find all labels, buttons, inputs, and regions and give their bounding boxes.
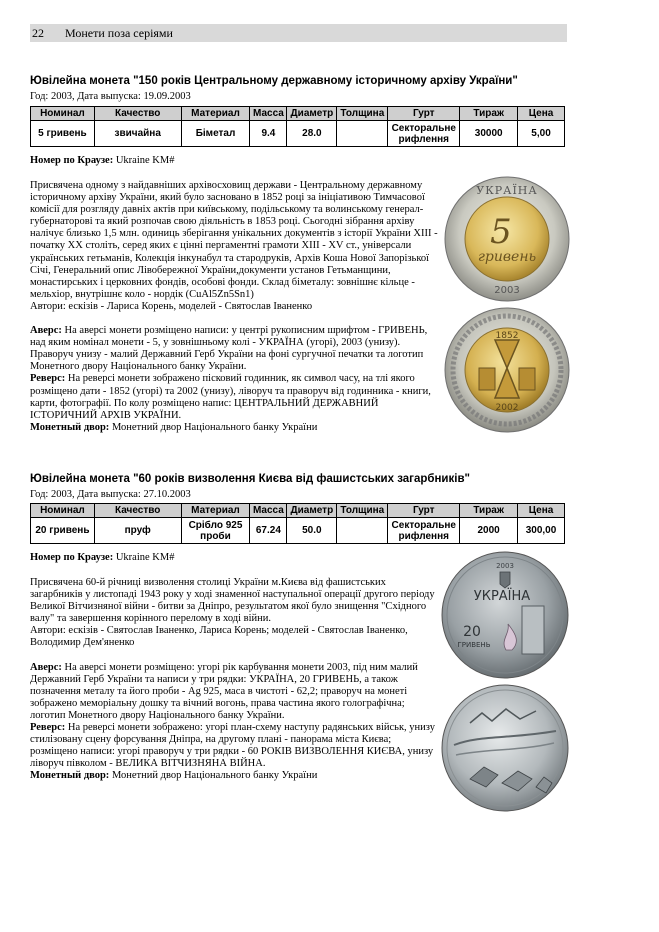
table-header-row	[31, 107, 565, 121]
coin-2-obv-word: ГРИВЕНЬ	[457, 641, 491, 649]
coin-1-year-line: Год: 2003, Дата выпуска: 19.09.2003	[30, 91, 191, 102]
coin-2-description-block	[30, 577, 440, 783]
table-header-row	[31, 504, 565, 518]
coin-1-obv-numeral: 5	[490, 212, 512, 252]
cell-material: Біметал	[181, 121, 250, 147]
coin-2-spec-table	[30, 503, 565, 544]
col-header: Качество	[94, 107, 181, 121]
cell-diameter: 50.0	[287, 518, 337, 544]
mint-label: Монетный двор:	[30, 421, 110, 433]
mint-text: Монетний двор Національного банку України	[111, 421, 318, 433]
obverse-text: На аверсі монети розміщено написи: у центрі рукописним шрифтом - ГРИВЕНЬ, над яким номінал монети - 5, у зовнішньому колі - УКРАЇНА (угорі), 2003 (унизу). Праворуч унизу - малий Державний Герб України на фоні сургучної печатки та логотип Монетного двору Національного банку України.	[30, 325, 428, 373]
coin-1-rev-year-top: 1852	[495, 331, 519, 341]
coin-2-authors: Автори: ескізів - Святослав Іваненко, Лариса Корень; моделей - Святослав Іваненко, Володимир Дем'яненко	[30, 625, 408, 649]
obverse-label: Аверс:	[30, 661, 62, 673]
col-header: Гурт	[388, 504, 460, 518]
cell-thickness	[337, 121, 388, 147]
coin-2-title: Ювілейна монета "60 років визволення Києва від фашистських загарбників"	[30, 473, 470, 485]
coin-1-rev-year-bottom: 2002	[495, 403, 519, 413]
coin-2-obverse-image	[440, 550, 570, 680]
mint-label: Монетный двор:	[30, 770, 110, 782]
col-header: Материал	[181, 107, 250, 121]
table-row	[31, 518, 565, 544]
cell-diameter: 28.0	[287, 121, 337, 147]
cell-price: 300,00	[518, 518, 565, 544]
cell-mass: 9.4	[250, 121, 287, 147]
col-header: Масса	[250, 107, 287, 121]
coin-2-mint-para	[30, 770, 440, 782]
coin-2-obv-year: 2003	[496, 562, 514, 570]
cell-edge: Секторальне рифлення	[388, 518, 460, 544]
page-number: 22	[32, 26, 44, 40]
coin-2-reverse-para	[30, 722, 440, 770]
col-header: Цена	[518, 504, 565, 518]
obverse-label: Аверс:	[30, 325, 62, 337]
coin-1-spec-table	[30, 106, 565, 147]
coin-1-reverse-image	[443, 306, 571, 434]
coin-1-krause	[30, 155, 174, 167]
coin-1-description-block	[30, 180, 440, 434]
memorial-plaque-icon	[522, 606, 544, 654]
book-icon	[479, 368, 495, 390]
col-header: Гурт	[388, 107, 460, 121]
coin-1-mint-para	[30, 422, 440, 434]
coin-2-year-line: Год: 2003, Дата выпуска: 27.10.2003	[30, 489, 191, 500]
coin-2-reverse-image	[440, 683, 570, 813]
col-header: Качество	[94, 504, 181, 518]
col-header: Масса	[250, 504, 287, 518]
coin-1-obv-word: гривень	[477, 249, 537, 265]
cell-mintage: 2000	[460, 518, 518, 544]
coin-1-authors: Автори: ескізів - Лариса Корень, моделей - Святослав Іваненко	[30, 300, 313, 312]
trident-icon	[500, 572, 510, 588]
krause-value: Ukraine KM#	[115, 155, 175, 166]
coin-2-obv-numeral: 20	[463, 624, 481, 640]
col-header: Толщина	[337, 107, 388, 121]
cell-nominal: 5 гривень	[31, 121, 95, 147]
cell-price: 5,00	[518, 121, 565, 147]
coin-1-obverse-image	[443, 175, 571, 303]
col-header: Тираж	[460, 504, 518, 518]
col-header: Диаметр	[287, 504, 337, 518]
mint-text: Монетний двор Національного банку України	[111, 770, 318, 782]
reverse-label: Реверс:	[30, 373, 66, 385]
krause-label: Номер по Краузе:	[30, 552, 114, 563]
col-header: Номинал	[31, 504, 95, 518]
cell-quality: пруф	[94, 518, 181, 544]
cell-mintage: 30000	[460, 121, 518, 147]
col-header: Толщина	[337, 504, 388, 518]
reverse-text: На реверсі монети зображено: угорі план-схему наступу радянських військ, унизу стилізовану сцену форсування Дніпра, на другому плані - панорама міста Києва; розміщено написи: угорі праворуч у три рядки - 60 РОКІВ ВИЗВОЛЕННЯ КИЄВА, унизу ліворуч півколом - ВЕЛИКА ВІТЧИЗНЯНА ВІЙНА.	[30, 722, 435, 770]
coin-2-krause	[30, 552, 174, 564]
col-header: Материал	[181, 504, 250, 518]
coin-1-obverse-para	[30, 325, 440, 373]
coin-2-obverse-para	[30, 662, 440, 722]
reverse-text: На реверсі монети зображено пісковий годинник, як символ часу, на тлі якого розміщено дати - 1852 (угорі) та 2002 (унизу), ліворуч та праворуч від годинника - книги, карти, фотографії. По колу розміщено напис: ЦЕНТРАЛЬНИЙ ДЕРЖАВНИЙ ІСТОРИЧНИЙ АРХІВ УКРАЇНИ.	[30, 373, 431, 421]
coin-2-description: Присвячена 60-й річниці визволення столиці України м.Києва від фашистських загарбників у листопаді 1943 року у ході знаменної наступальної операції другого періоду Великої Вітчизняної війни - битви за Дніпро, результатом якої було знищення "Східного валу" та завершення корінного перелому в ході війни.	[30, 577, 435, 625]
table-row	[31, 121, 565, 147]
coin-1-reverse-para	[30, 373, 440, 421]
krause-label: Номер по Краузе:	[30, 155, 114, 166]
cell-thickness	[337, 518, 388, 544]
cell-quality: звичайна	[94, 121, 181, 147]
section-title: Монети поза серіями	[65, 26, 173, 40]
cell-mass: 67.24	[250, 518, 287, 544]
col-header: Диаметр	[287, 107, 337, 121]
krause-value: Ukraine KM#	[115, 552, 175, 563]
cell-edge: Секторальне рифлення	[388, 121, 460, 147]
reverse-label: Реверс:	[30, 722, 66, 734]
coin-1-description: Присвячена одному з найдавніших архівосховищ держави - Центральному державному історичному архіву України, який було засновано в 1852 році за ініціативою Тимчасової комісії для розгляду давніх актів при київському, подільському та волинському генерал-губернаторові та який розпочав свою діяльність в 1853 році. Сьогодні зібрання архіву налічує близько 1,5 млн. одиниць зберігання унікальних документів з історії України XIII - початку XX століть, серед яких є цінні пергаментні грамоти XIII - XV ст., універсали українських гетьманів, Колекція інкунабул та стародруків, Архів Коша Нової Запорізької Січі, Генеральний опис Лівобережної України,документи установ Гетьманщини, монастирських і церковних фондів, особові фонди. Склад біметалу: зовнішнє кільце - мельхіор, внутрішнє коло - нордік (CuAl5Zn5Sn1)	[30, 180, 438, 300]
cell-nominal: 20 гривень	[31, 518, 95, 544]
page-header	[30, 24, 567, 42]
col-header: Тираж	[460, 107, 518, 121]
obverse-text: На аверсі монети розміщено: угорі рік карбування монети 2003, під ним малий Державний Герб України та написи у три рядки: УКРАЇНА, 20 ГРИВЕНЬ, а також позначення металу та його проби - Ag 925, маса в чистоті - 62,2; праворуч на монеті зображено меморіальну дошку та вічний вогонь, права частина якого голографічна; логотип Монетного двору Національного банку України.	[30, 661, 418, 721]
coin-1-obv-country: УКРАЇНА	[476, 184, 538, 197]
col-header: Номинал	[31, 107, 95, 121]
book-icon	[519, 368, 535, 390]
cell-material: Срібло 925 проби	[181, 518, 250, 544]
coin-1-title: Ювілейна монета "150 років Центральному державному історичному архіву України"	[30, 75, 518, 87]
coin-1-obv-year: 2003	[494, 285, 520, 296]
col-header: Цена	[518, 107, 565, 121]
coin-2-obv-country: УКРАЇНА	[473, 589, 531, 604]
